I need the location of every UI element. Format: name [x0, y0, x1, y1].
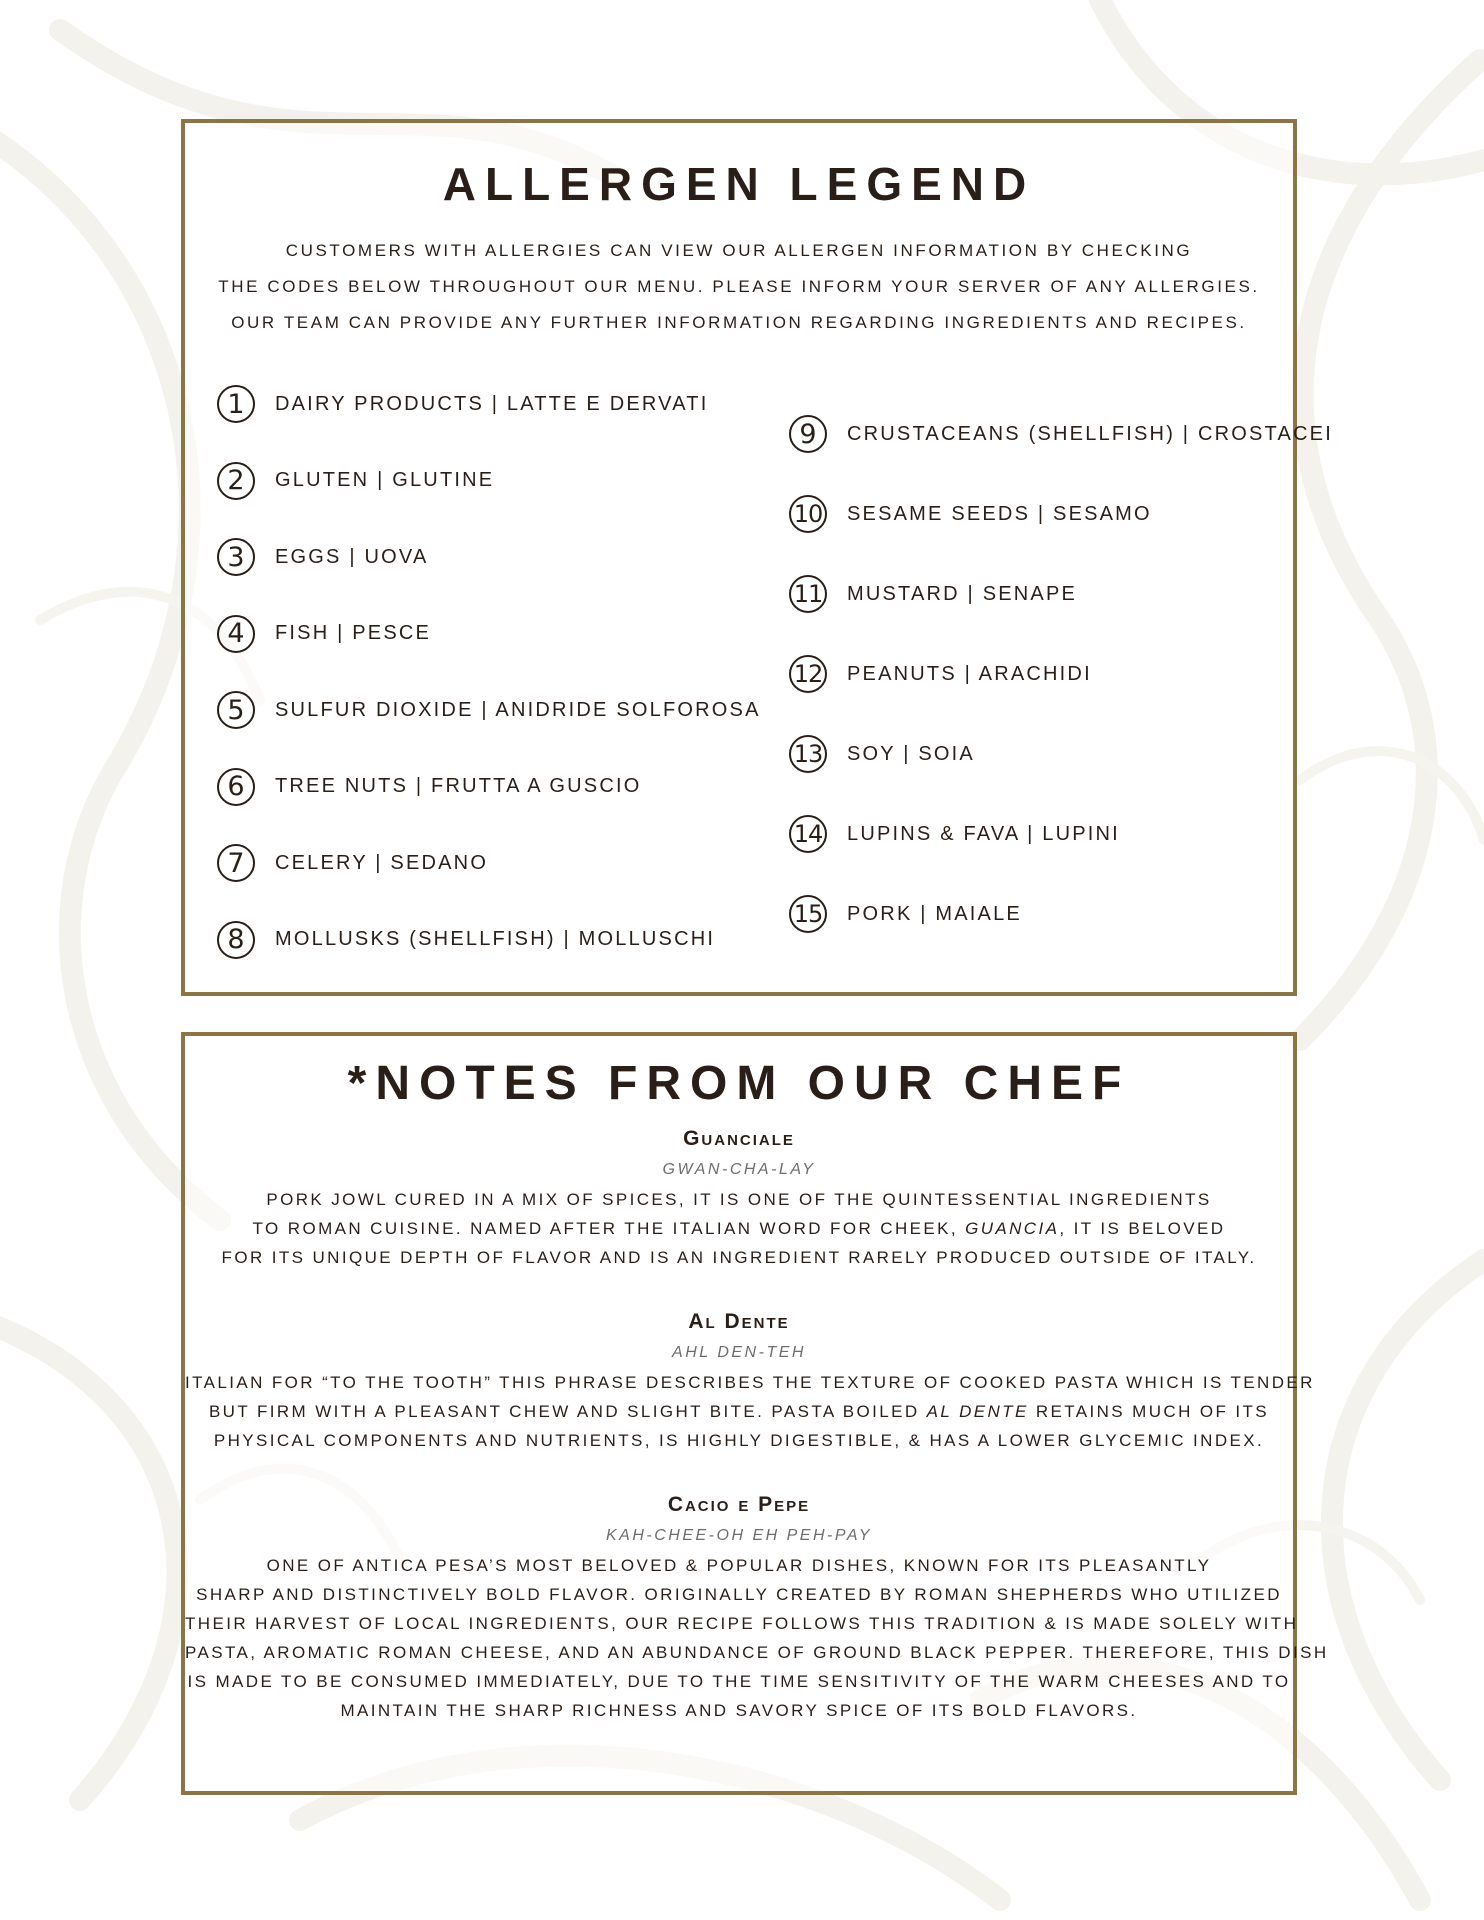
- intro-line: THE CODES BELOW THROUGHOUT OUR MENU. PLEASE INFORM YOUR SERVER OF ANY ALLERGIES.: [218, 277, 1260, 296]
- allergen-code-badge: 7: [217, 844, 255, 882]
- allergen-item: [217, 596, 777, 673]
- allergen-code-badge: 11: [789, 575, 827, 613]
- allergen-label: MUSTARD | SENAPE: [847, 582, 1078, 605]
- allergen-label: EGGS | UOVA: [275, 545, 429, 568]
- note-line: FOR ITS UNIQUE DEPTH OF FLAVOR AND IS AN INGREDIENT RARELY PRODUCED OUTSIDE OF ITALY.: [221, 1248, 1257, 1267]
- allergen-item: [789, 794, 1349, 874]
- chef-notes-title: *NOTES FROM OUR CHEF: [347, 1057, 1131, 1110]
- note-text: BUT FIRM WITH A PLEASANT CHEW AND SLIGHT BITE. PASTA BOILED: [208, 1402, 920, 1421]
- note-line: PHYSICAL COMPONENTS AND NUTRIENTS, IS HIGHLY DIGESTIBLE, & HAS A LOWER GLYCEMIC INDEX.: [213, 1431, 1265, 1450]
- allergen-label: CRUSTACEANS (SHELLFISH) | CROSTACEI: [847, 422, 1333, 445]
- allergen-label: SULFUR DIOXIDE | ANIDRIDE SOLFOROSA: [275, 698, 761, 721]
- allergen-label: PEANUTS | ARACHIDI: [847, 662, 1092, 685]
- allergen-item: [217, 366, 777, 443]
- allergen-item: [789, 394, 1349, 474]
- allergen-code-badge: 10: [789, 495, 827, 533]
- allergen-item: [789, 554, 1349, 634]
- allergen-item: [789, 714, 1349, 794]
- allergen-item: [217, 749, 777, 826]
- note-name: Cacio e Pepe: [667, 1493, 811, 1516]
- allergen-item: [217, 825, 777, 902]
- allergen-code-badge: 14: [789, 815, 827, 853]
- allergen-item: [217, 443, 777, 520]
- allergen-legend-panel: [181, 119, 1333, 996]
- allergen-code-badge: 1: [217, 385, 255, 423]
- allergen-label: CELERY | SEDANO: [275, 851, 489, 874]
- allergen-item: [789, 634, 1349, 714]
- allergen-intro: [185, 233, 1293, 341]
- allergen-label: FISH | PESCE: [275, 622, 432, 645]
- allergen-label: TREE NUTS | FRUTTA A GUSCIO: [275, 775, 642, 798]
- allergen-item: [217, 902, 777, 979]
- allergen-code-badge: 13: [789, 735, 827, 773]
- note-body: [185, 1185, 1293, 1272]
- note-guanciale: [185, 1127, 1293, 1272]
- note-line: SHARP AND DISTINCTIVELY BOLD FLAVOR. ORIGINALLY CREATED BY ROMAN SHEPHERDS WHO UTILIZED: [196, 1585, 1282, 1604]
- allergen-item: [217, 519, 777, 596]
- note-italic-term: GUANCIA: [965, 1219, 1060, 1238]
- allergen-label: MOLLUSKS (SHELLFISH) | MOLLUSCHI: [275, 928, 716, 951]
- allergen-label: PORK | MAIALE: [847, 902, 1022, 925]
- note-pronunciation: AHL DEN-TEH: [672, 1344, 806, 1361]
- allergen-code-badge: 6: [217, 768, 255, 806]
- note-al-dente: [185, 1310, 1315, 1455]
- note-pronunciation: KAH-CHEE-OH EH PEH-PAY: [606, 1527, 872, 1544]
- note-italic-term: AL DENTE: [926, 1402, 1029, 1421]
- allergen-item: [789, 474, 1349, 554]
- note-line: PASTA, AROMATIC ROMAN CHEESE, AND AN ABUNDANCE OF GROUND BLACK PEPPER. THEREFORE, THIS DISH: [185, 1643, 1329, 1662]
- allergen-code-badge: 15: [789, 895, 827, 933]
- allergen-code-badge: 3: [217, 538, 255, 576]
- intro-line: CUSTOMERS WITH ALLERGIES CAN VIEW OUR ALLERGEN INFORMATION BY CHECKING: [285, 241, 1193, 260]
- note-text: RETAINS MUCH OF ITS: [1035, 1402, 1270, 1421]
- note-name: Guanciale: [683, 1127, 795, 1150]
- allergen-list-left: [217, 366, 777, 978]
- note-line: PORK JOWL CURED IN A MIX OF SPICES, IT IS ONE OF THE QUINTESSENTIAL INGREDIENTS: [266, 1190, 1212, 1209]
- note-body: [185, 1368, 1315, 1455]
- note-line: THEIR HARVEST OF LOCAL INGREDIENTS, OUR RECIPE FOLLOWS THIS TRADITION & IS MADE SOLELY WITH: [185, 1614, 1299, 1633]
- allergen-label: SOY | SOIA: [847, 742, 975, 765]
- allergen-list-right: [789, 394, 1349, 954]
- note-text: TO ROMAN CUISINE. NAMED AFTER THE ITALIAN WORD FOR CHEEK,: [252, 1219, 958, 1238]
- allergen-code-badge: 9: [789, 415, 827, 453]
- allergen-label: LUPINS & FAVA | LUPINI: [847, 822, 1120, 845]
- intro-line: OUR TEAM CAN PROVIDE ANY FURTHER INFORMATION REGARDING INGREDIENTS AND RECIPES.: [231, 313, 1247, 332]
- note-line: ONE OF ANTICA PESA’S MOST BELOVED & POPULAR DISHES, KNOWN FOR ITS PLEASANTLY: [266, 1556, 1212, 1575]
- allergen-label: DAIRY PRODUCTS | LATTE E DERVATI: [275, 392, 709, 415]
- note-line: [185, 1214, 1293, 1243]
- allergen-label: SESAME SEEDS | SESAMO: [847, 502, 1152, 525]
- allergen-item: [789, 874, 1349, 954]
- allergen-legend-title: ALLERGEN LEGEND: [442, 158, 1036, 210]
- note-text: , IT IS BELOVED: [1059, 1219, 1226, 1238]
- allergen-code-badge: 4: [217, 615, 255, 653]
- note-body: [185, 1551, 1329, 1725]
- note-line: IS MADE TO BE CONSUMED IMMEDIATELY, DUE TO THE TIME SENSITIVITY OF THE WARM CHEESES AND TO: [187, 1672, 1291, 1691]
- allergen-item: [217, 672, 777, 749]
- allergen-label: GLUTEN | GLUTINE: [275, 469, 495, 492]
- allergen-code-badge: 12: [789, 655, 827, 693]
- note-pronunciation: GWAN-CHA-LAY: [662, 1161, 816, 1178]
- note-name: Al Dente: [688, 1310, 790, 1333]
- chef-notes-panel: [181, 1032, 1329, 1795]
- allergen-code-badge: 5: [217, 691, 255, 729]
- note-line: [185, 1397, 1293, 1426]
- note-line: ITALIAN FOR “TO THE TOOTH” THIS PHRASE DESCRIBES THE TEXTURE OF COOKED PASTA WHICH IS TENDER: [185, 1373, 1315, 1392]
- allergen-code-badge: 2: [217, 462, 255, 500]
- note-line: MAINTAIN THE SHARP RICHNESS AND SAVORY SPICE OF ITS BOLD FLAVORS.: [340, 1701, 1138, 1720]
- allergen-code-badge: 8: [217, 921, 255, 959]
- note-cacio-e-pepe: [185, 1493, 1329, 1725]
